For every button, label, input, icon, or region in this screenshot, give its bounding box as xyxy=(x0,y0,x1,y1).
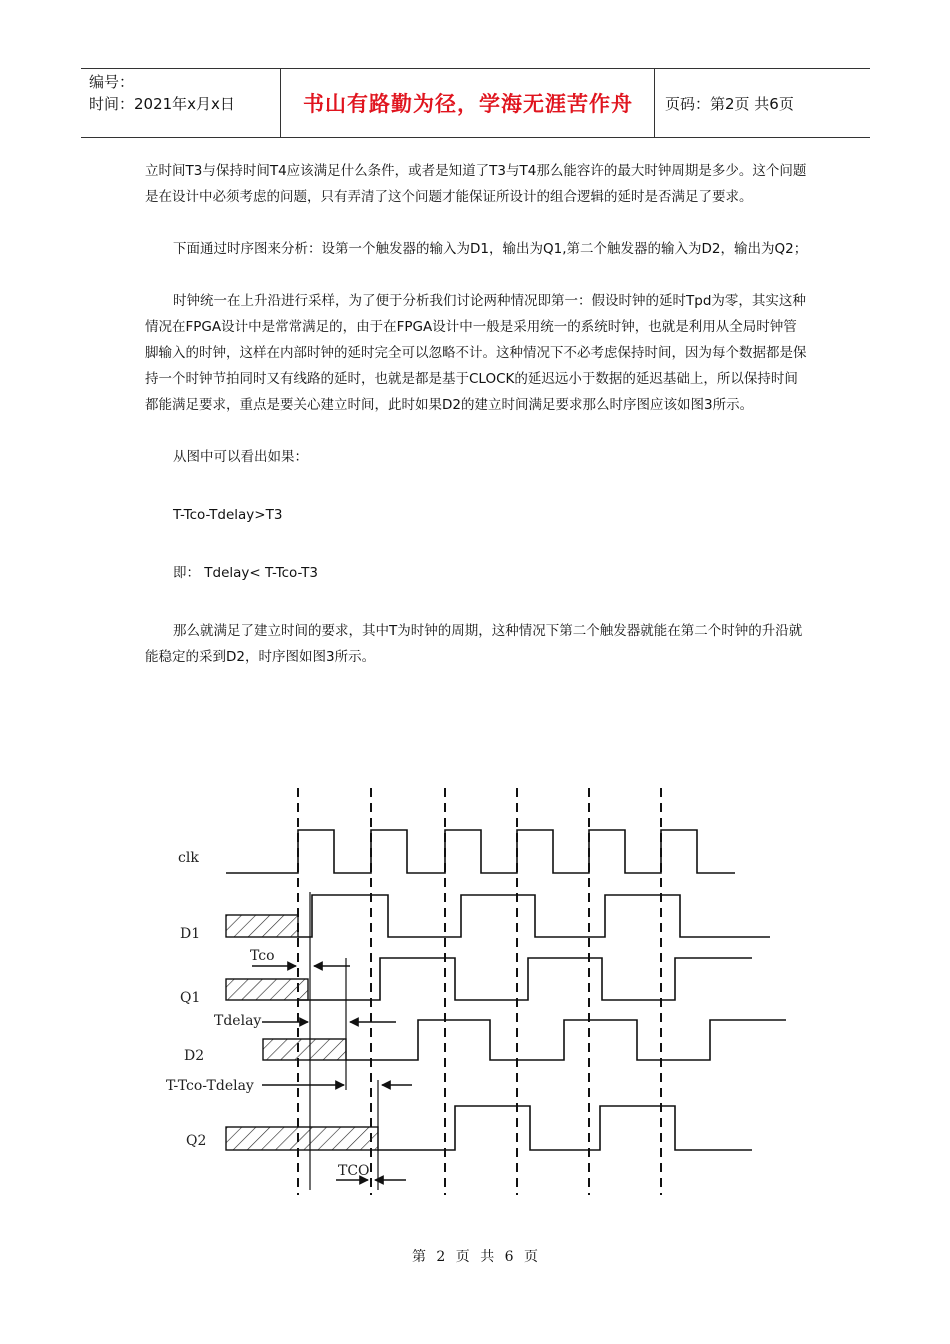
time-label: 时间：2021年x月x日 xyxy=(89,95,235,113)
d2-waveform xyxy=(346,1020,786,1060)
q1-hatch xyxy=(226,979,308,1000)
q2-hatch xyxy=(226,1127,378,1150)
tdelay-label: Tdelay xyxy=(214,1013,262,1029)
signal-label-clk: clk xyxy=(178,850,199,866)
q1-waveform xyxy=(298,958,752,1000)
signal-label-d2: D2 xyxy=(184,1048,205,1064)
tco2-label: TCO xyxy=(338,1163,370,1179)
header-motto: 书山有路勤为径，学海无涯苦作舟 xyxy=(282,69,655,137)
tco-label: Tco xyxy=(250,948,275,964)
page-footer: 第 2 页 共 6 页 xyxy=(411,1249,539,1265)
d1-waveform xyxy=(298,895,770,937)
q2-waveform xyxy=(378,1106,752,1150)
page-header xyxy=(81,68,870,138)
header-page-info: 页码：第2页 共6页 xyxy=(665,94,794,113)
header-meta xyxy=(81,69,281,137)
signal-label-d1: D1 xyxy=(180,926,201,942)
paragraph-2: 下面通过时序图来分析：设第一个触发器的输入为D1，输出为Q1,第二个触发器的输入为D2，输出为Q2； xyxy=(173,241,808,257)
document-body xyxy=(145,158,810,696)
number-label: 编号： xyxy=(89,73,135,91)
paragraph-3: 时钟统一在上升沿进行采样，为了便于分析我们讨论两种情况即第一：假设时钟的延时Tpd为零，其实这种情况在FPGA设计中是常常满足的，由于在FPGA设计中一般是采用统一的系统时钟，也就是利用从全局时钟管脚输入的时钟，这样在内部时钟的延时完全可以忽略不计。这种情况下不必考虑保持时间，因为每个数据都是保持一个时钟节拍同时又有线路的延时，也就是都是基于CLOCK的延迟远小于数据的延迟基础上，所以保持时间都能满足要求，重点是要关心建立时间，此时如果D2的建立时间满足要求那么时序图应该如图3所示。 xyxy=(145,293,807,413)
paragraph-4: 从图中可以看出如果： xyxy=(173,449,308,465)
formula-1: T-Tco-Tdelay>T3 xyxy=(173,507,283,523)
formula-2: 即： Tdelay< T-Tco-T3 xyxy=(173,565,319,581)
paragraph-5: 那么就满足了建立时间的要求，其中T为时钟的周期，这种情况下第二个触发器就能在第二个时钟的升沿就能稳定的采到D2，时序图如图3所示。 xyxy=(145,623,803,665)
d1-hatch xyxy=(226,915,298,937)
signal-label-q1: Q1 xyxy=(180,990,201,1006)
t-tco-tdelay-label: T-Tco-Tdelay xyxy=(166,1078,254,1094)
d2-hatch xyxy=(263,1039,346,1060)
clk-waveform xyxy=(226,830,735,873)
signal-label-q2: Q2 xyxy=(186,1133,207,1149)
paragraph-1: 立时间T3与保持时间T4应该满足什么条件，或者是知道了T3与T4那么能容许的最大时钟周期是多少。这个问题是在设计中必须考虑的问题，只有弄清了这个问题才能保证所设计的组合逻辑的延时是否满足了要求。 xyxy=(145,163,807,205)
timing-diagram xyxy=(150,780,830,1210)
